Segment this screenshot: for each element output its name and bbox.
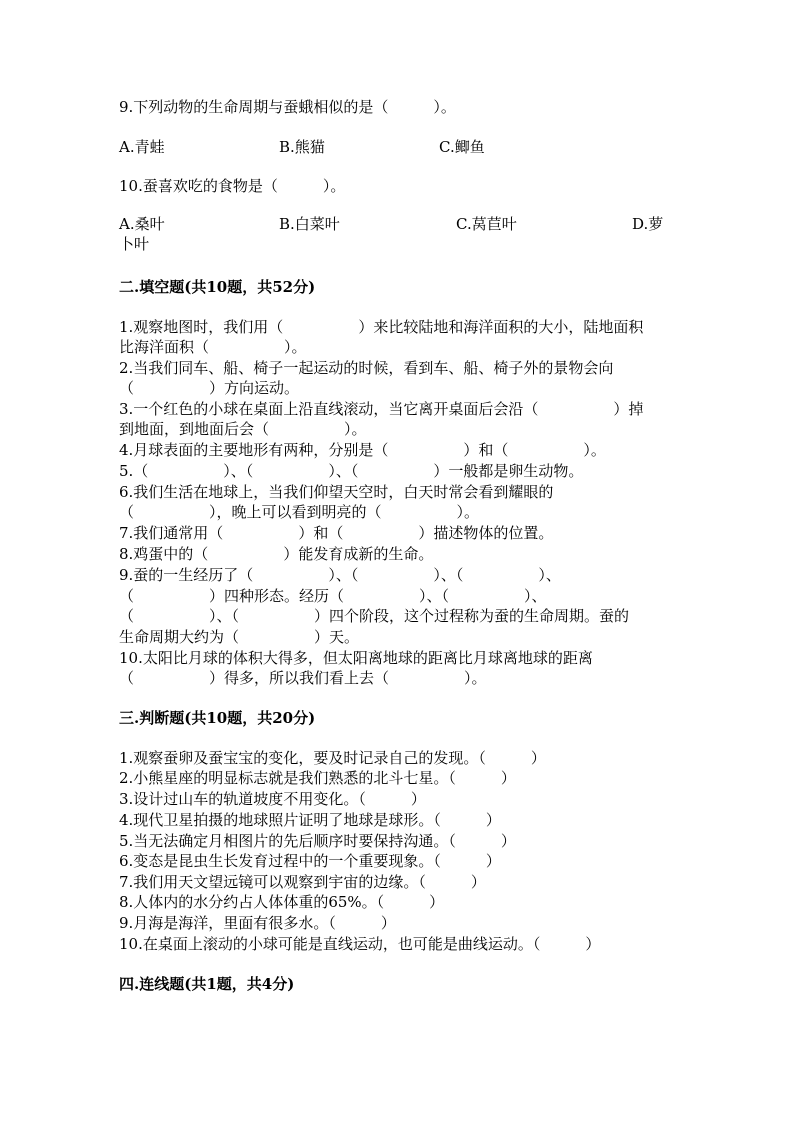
section-title-fill: 二.填空题(共10题，共52分) — [119, 278, 316, 296]
mc-q10-option-a: A.桑叶 — [119, 215, 165, 233]
judge-line: 7.我们用天文望远镜可以观察到宇宙的边缘。（ ） — [119, 873, 486, 891]
judge-line: 6.变态是昆虫生长发育过程中的一个重要现象。（ ） — [119, 852, 501, 870]
fill-line: 生命周期大约为（ ）天。 — [119, 628, 360, 646]
fill-line: 7.我们通常用（ ）和（ ）描述物体的位置。 — [119, 524, 554, 542]
mc-question-9: 9.下列动物的生命周期与蚕蛾相似的是（ ）。 — [119, 98, 456, 116]
fill-line: 10.太阳比月球的体积大得多，但太阳离地球的距离比月球离地球的距离 — [119, 649, 593, 667]
fill-line: 8.鸡蛋中的（ ）能发育成新的生命。 — [119, 545, 434, 563]
fill-line: 1.观察地图时，我们用（ ）来比较陆地和海洋面积的大小，陆地面积 — [119, 318, 644, 336]
judge-line: 3.设计过山车的轨道坡度不用变化。（ ） — [119, 790, 426, 808]
mc-q10-option-c: C.莴苣叶 — [456, 215, 517, 233]
mc-question-10: 10.蚕喜欢吃的食物是（ ）。 — [119, 177, 346, 195]
section-title-judge: 三.判断题(共10题，共20分) — [119, 709, 316, 727]
fill-line: 6.我们生活在地球上，当我们仰望天空时，白天时常会看到耀眼的 — [119, 483, 554, 501]
fill-line: 3.一个红色的小球在桌面上沿直线滚动，当它离开桌面后会沿（ ）掉 — [119, 400, 644, 418]
fill-line: 2.当我们同车、船、椅子一起运动的时候，看到车、船、椅子外的景物会向 — [119, 359, 614, 377]
fill-line: 4.月球表面的主要地形有两种，分别是（ ）和（ ）。 — [119, 441, 606, 459]
judge-line: 2.小熊星座的明显标志就是我们熟悉的北斗七星。（ ） — [119, 769, 516, 787]
fill-line: （ ）、（ ）四个阶段，这个过程称为蚕的生命周期。蚕的 — [119, 607, 630, 625]
fill-line: （ ）四种形态。经历（ ）、（ ）、 — [119, 587, 547, 605]
judge-line: 4.现代卫星拍摄的地球照片证明了地球是球形。（ ） — [119, 811, 501, 829]
fill-line: （ ），晚上可以看到明亮的（ ）。 — [119, 503, 480, 521]
mc-q10-option-d: D.萝 — [632, 215, 664, 233]
judge-line: 10.在桌面上滚动的小球可能是直线运动，也可能是曲线运动。（ ） — [119, 935, 601, 953]
fill-line: （ ）得多，所以我们看上去（ ）。 — [119, 669, 487, 687]
mc-q10-option-b: B.白菜叶 — [279, 215, 340, 233]
mc-q10-option-d-wrap: 卜叶 — [119, 235, 150, 253]
judge-line: 1.观察蚕卵及蚕宝宝的变化，要及时记录自己的发现。（ ） — [119, 749, 546, 767]
mc-q9-option-c: C.鲫鱼 — [439, 138, 485, 156]
judge-line: 8.人体内的水分约占人体体重的65%。（ ） — [119, 893, 445, 911]
fill-line: 5.（ ）、（ ）、（ ）一般都是卵生动物。 — [119, 462, 584, 480]
fill-line: （ ）方向运动。 — [119, 379, 300, 397]
judge-line: 9.月海是海洋，里面有很多水。（ ） — [119, 914, 396, 932]
fill-line: 到地面，到地面后会（ ）。 — [119, 420, 367, 438]
mc-q9-option-b: B.熊猫 — [279, 138, 325, 156]
section-title-match: 四.连线题(共1题，共4分) — [119, 975, 295, 993]
fill-line: 9.蚕的一生经历了（ ）、（ ）、（ ）、 — [119, 566, 561, 584]
mc-q9-option-a: A.青蛙 — [119, 138, 165, 156]
fill-line: 比海洋面积（ ）。 — [119, 338, 307, 356]
judge-line: 5.当无法确定月相图片的先后顺序时要保持沟通。（ ） — [119, 832, 516, 850]
